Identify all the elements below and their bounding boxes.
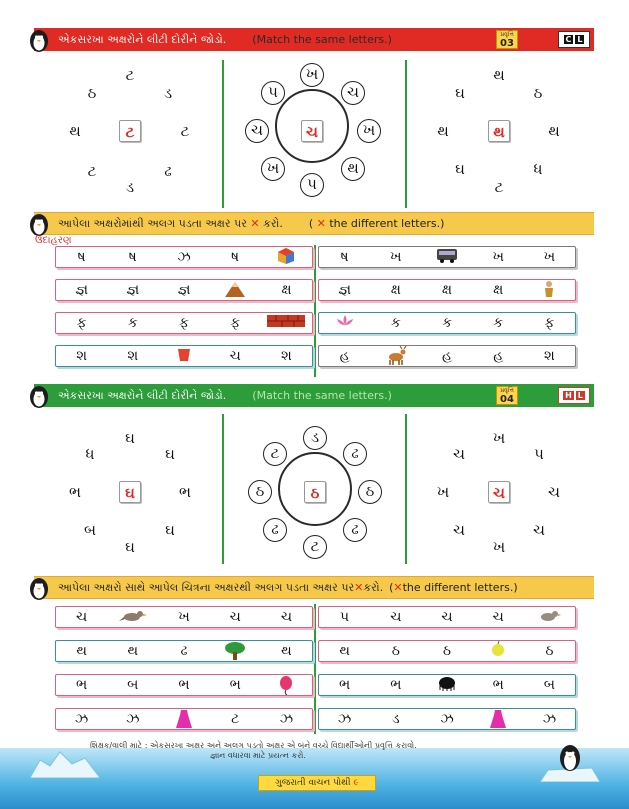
puzzle-letter[interactable]: ઘ xyxy=(449,82,471,104)
row-letter[interactable]: જ્ઞ xyxy=(75,282,88,298)
row-letter[interactable]: ષ xyxy=(128,249,137,265)
section3-header xyxy=(34,384,594,407)
row-letter[interactable]: ઝ xyxy=(74,711,89,727)
frock-icon[interactable] xyxy=(473,709,524,729)
row-letter[interactable]: ષ xyxy=(340,249,349,265)
puzzle-letter[interactable]: ચ xyxy=(543,481,565,503)
page-footer xyxy=(258,775,376,791)
teacher-note: શિક્ષક/વાલી માટે : એકસરખા અક્ષર અને અલગ પડતો અક્ષર એ બંને વચ્ચે વિદ્યાર્થીઓની પ્રવૃત્તિ કરાવો. જ્ઞાન વધારવા માટે પ્રયત્ન કરો. xyxy=(90,741,417,760)
bus-icon[interactable] xyxy=(421,247,472,267)
row-letter[interactable]: ચ xyxy=(390,609,402,625)
section4-title-en: (✕the different letters.) xyxy=(389,581,518,594)
row-letter[interactable]: ક xyxy=(390,315,401,331)
row-letter[interactable]: ઝ xyxy=(126,711,140,727)
puzzle-letter[interactable]: બ xyxy=(79,519,101,541)
row-letter[interactable]: જ્ઞ xyxy=(338,282,351,298)
puzzle-letter[interactable]: ટ xyxy=(488,176,510,198)
puzzle-letter[interactable]: ખ xyxy=(488,427,510,449)
puzzle-letter[interactable]: પ xyxy=(528,443,550,465)
example-label: ઉદાહરણ xyxy=(35,235,72,246)
column-divider xyxy=(314,604,316,734)
match-puzzle-2 xyxy=(250,65,376,193)
letter-row xyxy=(55,279,313,301)
row-letter[interactable]: ઝ xyxy=(177,249,191,265)
letter-row xyxy=(318,312,576,334)
row-letter[interactable]: ષ xyxy=(77,249,86,265)
puzzle-letter[interactable]: ઘ xyxy=(159,519,181,541)
row-letter[interactable]: ભ xyxy=(76,677,88,693)
puzzle-letter[interactable]: ચ xyxy=(528,519,550,541)
puzzle-letter[interactable]: ખ xyxy=(488,536,510,558)
row-letter[interactable]: ભ xyxy=(229,677,241,693)
section1-title-gu: એકસરખા અક્ષરોને લીટી દોરીને જોડો. xyxy=(58,32,227,46)
puzzle-letter[interactable]: થ xyxy=(543,120,565,142)
row-letter[interactable]: ક xyxy=(493,315,504,331)
activity-badge: પ્રવૃત્તિ 03 xyxy=(496,30,518,49)
row-letter[interactable]: ખ xyxy=(390,249,402,265)
hair-icon[interactable] xyxy=(421,675,472,695)
bucket-icon[interactable] xyxy=(158,346,209,366)
puzzle-letter[interactable]: ટ xyxy=(174,120,196,142)
puzzle-letter[interactable]: ઘ xyxy=(449,158,471,180)
row-letter[interactable]: થ xyxy=(127,643,139,659)
section4-header: આપેલા અક્ષરો સાથે આપેલ ચિત્રના અક્ષરથી અલગ પડતા અક્ષર પર ✕ કરો. (✕the different letters.) xyxy=(34,576,594,599)
puzzle-letter[interactable]: ધ xyxy=(79,443,101,465)
row-letter[interactable]: શ xyxy=(544,348,555,364)
section3-title-en: (Match the same letters.) xyxy=(252,389,392,402)
letter-row xyxy=(55,640,313,662)
mountain-icon[interactable] xyxy=(210,280,261,300)
puzzle-letter[interactable]: ધ xyxy=(527,158,549,180)
letter-row xyxy=(318,674,576,696)
letter-row xyxy=(318,345,576,367)
row-letter[interactable]: ક્ષ xyxy=(390,282,401,298)
row-letter[interactable]: ઝ xyxy=(440,711,454,727)
puzzle-letter[interactable]: ટ xyxy=(81,160,103,182)
row-letter[interactable]: ઠ xyxy=(391,643,400,659)
row-letter[interactable]: ક xyxy=(127,315,138,331)
cross-mark-icon: ✕ xyxy=(250,217,260,230)
divider xyxy=(405,60,407,208)
puzzle-letter[interactable]: ચ xyxy=(245,119,269,143)
puzzle-letter[interactable]: ખ xyxy=(432,481,454,503)
section3-title-gu: એકસરખા અક્ષરોને લીટી દોરીને જોડો. xyxy=(58,388,227,402)
puzzle-letter[interactable]: ઠ xyxy=(81,82,103,104)
match-puzzle-3 xyxy=(437,66,560,196)
row-letter[interactable]: ફ xyxy=(179,315,189,331)
row-letter[interactable]: ઝ xyxy=(542,711,557,727)
letter-row xyxy=(55,708,313,730)
row-letter[interactable]: ચ xyxy=(229,609,241,625)
row-letter[interactable]: ડ xyxy=(391,711,400,727)
row-letter[interactable]: બ xyxy=(543,677,556,693)
page-number: ૯ xyxy=(353,778,359,788)
puzzle-letter[interactable]: ચ xyxy=(448,443,470,465)
penguin-icon xyxy=(26,383,52,409)
bird-icon[interactable] xyxy=(107,607,158,627)
puzzle-letter[interactable]: ટ xyxy=(119,64,141,86)
row-letter[interactable]: હ xyxy=(493,348,504,364)
row-letter[interactable]: ઠ xyxy=(442,643,452,659)
row-letter[interactable]: જ્ઞ xyxy=(126,282,140,298)
column-divider xyxy=(314,245,316,377)
center-letter[interactable]: ઠ xyxy=(304,481,326,503)
row-letter[interactable]: ભ xyxy=(390,677,402,693)
section1-header xyxy=(34,28,594,51)
puzzle-letter[interactable]: ખ xyxy=(357,119,381,143)
balloon-icon[interactable] xyxy=(261,675,312,695)
row-letter[interactable]: હ xyxy=(442,348,452,364)
row-letter[interactable]: ભ xyxy=(492,677,504,693)
puzzle-letter[interactable]: ઘ xyxy=(159,443,181,465)
match-puzzle-1 xyxy=(69,66,190,196)
row-letter[interactable]: જ્ઞ xyxy=(177,282,191,298)
row-letter[interactable]: ટ xyxy=(231,711,240,727)
puzzle-letter[interactable]: પ xyxy=(261,81,285,105)
lotus-icon[interactable] xyxy=(319,313,370,333)
puzzle-letter[interactable]: થ xyxy=(432,120,454,142)
farmer-icon[interactable] xyxy=(524,280,575,300)
divider xyxy=(405,414,407,564)
section2-title-en: ( ✕ the different letters.) xyxy=(308,217,445,230)
letter-row xyxy=(318,640,576,662)
tree-icon[interactable] xyxy=(210,641,261,661)
puzzle-letter[interactable]: ઢ xyxy=(343,442,367,466)
row-letter[interactable]: થ xyxy=(339,643,350,659)
divider xyxy=(222,60,224,208)
row-letter[interactable]: હ xyxy=(339,348,350,364)
penguin-icon xyxy=(26,575,52,601)
puzzle-letter[interactable]: ખ xyxy=(300,63,324,87)
divider xyxy=(222,414,224,564)
row-letter[interactable]: ફ xyxy=(544,315,555,331)
letter-row xyxy=(55,674,313,696)
puzzle-letter[interactable]: ઢ xyxy=(157,160,179,182)
puzzle-letter[interactable]: ઠ xyxy=(527,82,549,104)
puzzle-letter[interactable]: પ xyxy=(300,173,324,197)
puzzle-letter[interactable]: ટ xyxy=(303,535,327,559)
puzzle-letter[interactable]: ચ xyxy=(341,81,365,105)
cross-mark-icon: ✕ xyxy=(354,581,364,594)
letter-row xyxy=(318,708,576,730)
letter-row xyxy=(318,279,576,301)
letter-row xyxy=(55,345,313,367)
row-letter[interactable]: ક્ષ xyxy=(281,282,292,298)
activity-badge: પ્રવૃત્તિ 04 xyxy=(496,386,518,405)
puzzle-letter[interactable]: ડ xyxy=(157,82,179,104)
box-icon[interactable] xyxy=(261,247,312,267)
section4-title-gu: આપેલા અક્ષરો સાથે આપેલ ચિત્રના અક્ષરથી અલગ પડતા અક્ષર પર xyxy=(58,580,355,594)
row-letter[interactable]: ક્ષ xyxy=(441,282,453,298)
apple-icon[interactable] xyxy=(473,641,524,661)
hl-logo: H L xyxy=(558,387,590,404)
center-letter[interactable]: ચ xyxy=(488,481,510,503)
row-letter[interactable]: ભ xyxy=(178,677,190,693)
section1-title-en: (Match the same letters.) xyxy=(252,33,392,46)
puzzle-letter[interactable]: ઢ xyxy=(263,518,287,542)
row-letter[interactable]: ચ xyxy=(441,609,453,625)
row-letter[interactable]: ઝ xyxy=(279,711,294,727)
row-letter[interactable]: બ xyxy=(127,677,139,693)
center-letter[interactable]: ઘ xyxy=(119,481,141,503)
row-letter[interactable]: ષ xyxy=(231,249,240,265)
row-letter[interactable]: ક xyxy=(442,315,452,331)
puzzle-letter[interactable]: ઘ xyxy=(119,536,141,558)
penguin-icon xyxy=(26,211,52,237)
puzzle-letter[interactable]: ભ xyxy=(174,481,196,503)
puzzle-letter[interactable]: ડ xyxy=(119,176,141,198)
row-letter[interactable]: પ xyxy=(340,609,350,625)
puzzle-letter[interactable]: ઠ xyxy=(248,480,272,504)
puzzle-letter[interactable]: ચ xyxy=(448,519,470,541)
match-puzzle-4 xyxy=(68,429,191,556)
letter-row xyxy=(318,606,576,628)
puzzle-letter[interactable]: ખ xyxy=(261,157,285,181)
row-letter[interactable]: ફ xyxy=(76,315,87,331)
puzzle-letter[interactable]: ઠ xyxy=(358,480,382,504)
row-letter[interactable]: શ xyxy=(76,348,87,364)
row-letter[interactable]: ફ xyxy=(230,315,241,331)
center-letter[interactable]: થ xyxy=(488,120,510,142)
cl-logo: C L xyxy=(558,31,590,48)
puzzle-letter[interactable]: ડ xyxy=(303,426,327,450)
row-letter[interactable]: ઠ xyxy=(545,643,554,659)
row-letter[interactable]: ઝ xyxy=(337,711,352,727)
row-letter[interactable]: શ xyxy=(127,348,139,364)
center-letter[interactable]: ચ xyxy=(301,120,323,142)
puzzle-letter[interactable]: થ xyxy=(341,157,365,181)
puzzle-letter[interactable]: ઢ xyxy=(343,518,367,542)
sparrow-icon[interactable] xyxy=(524,607,575,627)
letter-row xyxy=(55,312,313,334)
dress-icon[interactable] xyxy=(158,709,209,729)
section2-header: આપેલા અક્ષરોમાંથી અલગ પડતા અક્ષર પર ✕ કરો. ( ✕ the different letters.) xyxy=(34,212,594,235)
center-letter[interactable]: ટ xyxy=(119,120,141,142)
row-letter[interactable]: ક્ષ xyxy=(493,282,504,298)
row-letter[interactable]: થ xyxy=(281,643,292,659)
puzzle-letter[interactable]: ટ xyxy=(263,442,287,466)
match-puzzle-5 xyxy=(254,428,375,555)
page-label: ગુજરાતી વાચન પોથી xyxy=(275,778,351,788)
row-letter[interactable]: ભ xyxy=(339,677,351,693)
puzzle-letter[interactable]: થ xyxy=(488,64,510,86)
puzzle-letter[interactable]: ઘ xyxy=(119,427,141,449)
penguin-icon xyxy=(26,27,52,53)
section2-title-gu: આપેલા અક્ષરોમાંથી અલગ પડતા અક્ષર પર xyxy=(58,216,247,230)
row-letter[interactable]: ઢ xyxy=(180,643,188,659)
letter-row xyxy=(318,246,576,268)
row-letter[interactable]: થ xyxy=(76,643,87,659)
row-letter[interactable]: શ xyxy=(281,348,292,364)
row-letter[interactable]: ખ xyxy=(543,249,556,265)
row-letter[interactable]: ચ xyxy=(492,609,504,625)
row-letter[interactable]: ચ xyxy=(76,609,88,625)
bricks-icon[interactable] xyxy=(261,313,312,333)
puzzle-letter[interactable]: ભ xyxy=(64,481,86,503)
row-letter[interactable]: ખ xyxy=(178,609,190,625)
deer-icon[interactable] xyxy=(370,346,421,366)
row-letter[interactable]: ચ xyxy=(280,609,293,625)
match-puzzle-6 xyxy=(436,429,560,556)
letter-row xyxy=(55,606,313,628)
row-letter[interactable]: ચ xyxy=(229,348,241,364)
letter-row xyxy=(55,246,313,268)
row-letter[interactable]: ખ xyxy=(492,249,504,265)
puzzle-letter[interactable]: થ xyxy=(64,120,86,142)
